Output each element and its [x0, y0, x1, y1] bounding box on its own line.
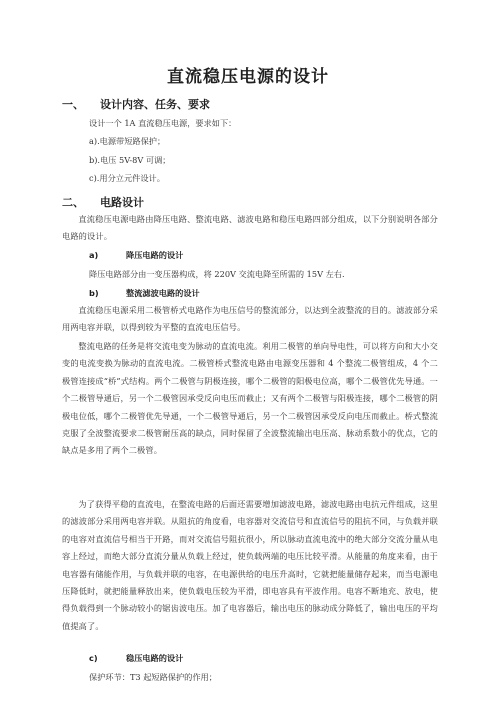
- subsection-a-heading: [89, 250, 183, 261]
- section-1-heading: [62, 96, 210, 112]
- page-title: 直流稳压电源的设计: [167, 67, 329, 87]
- requirement-item: c).用分立元件设计。: [89, 173, 165, 183]
- section-2-intro: 直流稳压电源电路由降压电路、整流电路、滤波电路和稳压电路四部分组成，以下分别说明各部分电路的设计。: [62, 214, 438, 242]
- section-1-title: 设计内容、任务、要求: [100, 98, 210, 111]
- subsection-a-title: 降压电路的设计: [126, 250, 184, 260]
- section-2-title: 电路设计: [100, 196, 144, 209]
- subsection-b-paragraph-3: 为了获得平稳的直流电，在整流电路的后面还需要增加滤波电路，滤波电路由电抗元件组成，这里的滤波部分采用两电容并联。从阻抗的角度看，电容器对交流信号和直流信号的阻抗不同，与负载并联的电容对直流信号相当于开路，而对交流信号阻抗很小，所以脉动直流电流中的绝大部分交流分量从电容上经过，而绝大部分直流分量从负载上经过，使负载两端的电压比较平滑。从能量的角度来看，由于电容器有储能作用，与负载并联的电容，在电源供给的电压升高时，它就把能量储存起来，而当电源电压降低时，就把能量释放出来，使负载电压较为平滑，即电容具有平波作用。电容不断地充、放电，使得负载得到一个脉动较小的锯齿波电压。加了电容器后，输出电压的脉动成分降低了，输出电压的平均值提高了。: [62, 499, 438, 631]
- subsection-c-text: 保护环节：T3 起短路保护的作用；: [89, 672, 217, 682]
- section-2-heading: [62, 194, 144, 210]
- requirement-item: a).电源带短路保护；: [89, 136, 166, 146]
- section-1-number: 一、: [62, 98, 84, 111]
- requirement-item: b).电压 5V-8V 可调；: [89, 155, 171, 165]
- subsection-b-paragraph-1: 直流稳压电源采用二极管桥式电路作为电压信号的整流部分，以达到全波整流的目的。滤波部分采用两电容并联，以得到较为平整的直流电压信号。: [62, 305, 438, 333]
- subsection-a-number: a): [89, 250, 99, 260]
- subsection-b-title: 整流滤波电路的设计: [126, 288, 200, 298]
- subsection-b-paragraph-2: 整流电路的任务是将交流电变为脉动的直流电流。利用二极管的单向导电性，可以将方向和大小交变的电流变换为脉动的直流电流。二极管桥式整流电路由电源变压器和 4 个整流二极管组成，4 个二极管连接成“桥”式结构。两个二极管与阴极连接，哪个二极管的阳极电位高，哪个二极管优先导通。一个二极管导通后，另一个二极管因承受反向电压而截止；又有两个二极管与阳极连接，哪个二极管的阴极电位低，哪个二极管优先导通，一个二极管导通后，另一个二极管因承受反向电压而截止。桥式整流克服了全波整流要求二极管耐压高的缺点，同时保留了全波整流输出电压高、脉动系数小的优点，它的缺点是多用了两个二极管。: [62, 341, 438, 456]
- subsection-c-number: c): [89, 653, 98, 663]
- section-1-intro: 设计一个 1A 直流稳压电源，要求如下：: [89, 118, 237, 128]
- subsection-c-title: 稳压电路的设计: [126, 653, 184, 663]
- section-2-number: 二、: [62, 196, 84, 209]
- subsection-a-text: 降压电路部分由一变压器构成，将 220V 交流电降至所需的 15V 左右.: [89, 269, 345, 279]
- subsection-c-heading: [89, 653, 183, 664]
- subsection-b-number: b): [89, 288, 99, 298]
- subsection-b-heading: [89, 288, 200, 299]
